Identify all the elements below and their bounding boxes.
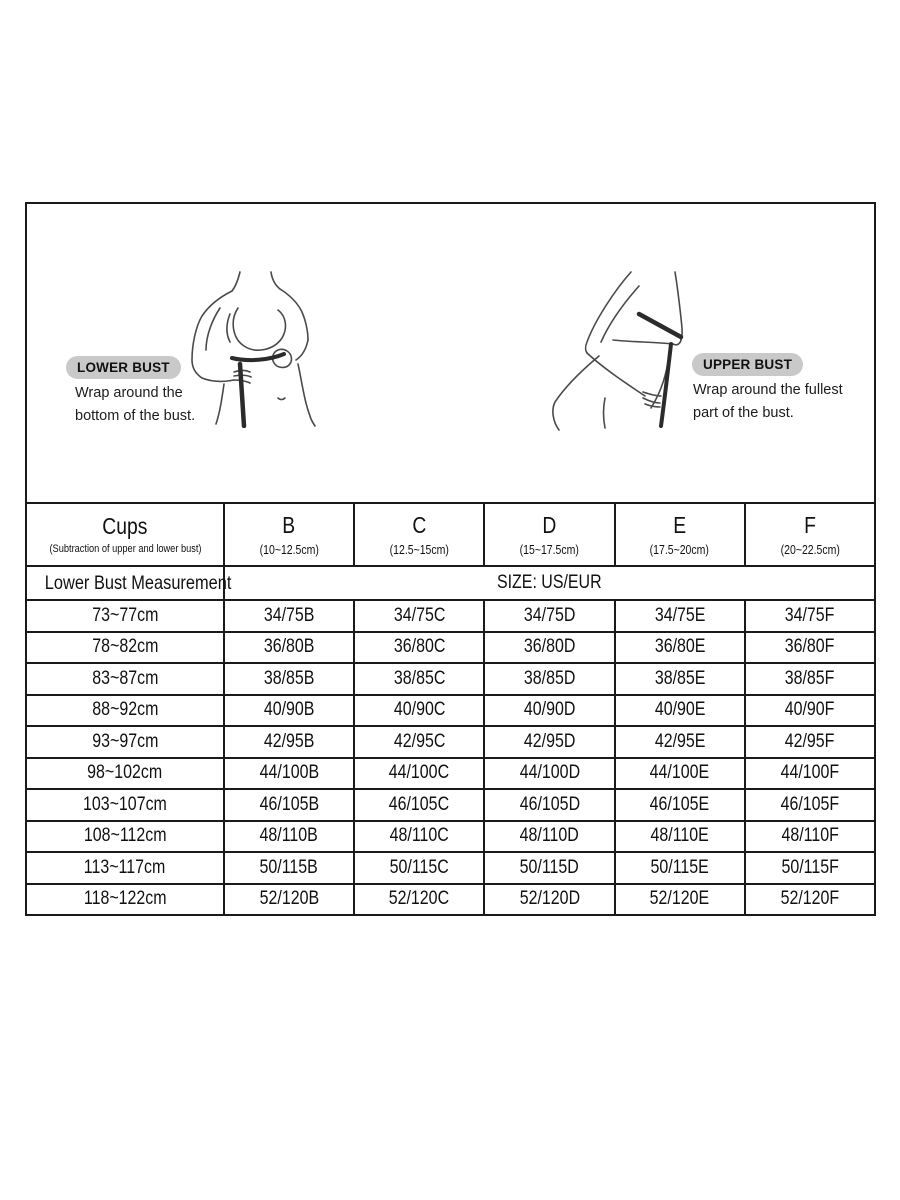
upper-bust-caption bbox=[693, 379, 843, 425]
size-cell bbox=[484, 726, 614, 758]
cell-text: 48/110E bbox=[650, 825, 709, 847]
table-row bbox=[26, 821, 875, 853]
size-cell bbox=[615, 632, 745, 664]
cup-column-header-c bbox=[354, 503, 484, 566]
table-header-row bbox=[26, 503, 875, 566]
size-cell bbox=[224, 600, 354, 632]
size-cell bbox=[745, 663, 875, 695]
cup-range: (17.5~20cm) bbox=[650, 542, 710, 557]
size-cell bbox=[615, 600, 745, 632]
size-cell bbox=[224, 852, 354, 884]
cup-range: (12.5~15cm) bbox=[389, 542, 449, 557]
size-cell bbox=[484, 695, 614, 727]
cup-range: (20~22.5cm) bbox=[780, 542, 840, 557]
size-cell bbox=[615, 789, 745, 821]
size-cell bbox=[484, 600, 614, 632]
size-cell bbox=[484, 663, 614, 695]
size-cell bbox=[224, 726, 354, 758]
size-cell bbox=[224, 789, 354, 821]
cell-text: 34/75F bbox=[785, 604, 835, 626]
upper-bust-caption-line2: part of the bust. bbox=[693, 405, 794, 421]
cell-text: 52/120D bbox=[519, 888, 580, 910]
size-cell bbox=[615, 821, 745, 853]
cell-text: 52/120B bbox=[259, 888, 319, 910]
cell-text: 34/75B bbox=[263, 604, 315, 626]
lower-bust-cell bbox=[26, 821, 224, 853]
cell-text: 118~122cm bbox=[83, 888, 167, 910]
cell-text: 38/85E bbox=[654, 667, 705, 689]
size-cell bbox=[745, 726, 875, 758]
cup-letter: F bbox=[803, 511, 816, 538]
cell-text: 36/80B bbox=[263, 636, 315, 658]
size-cell bbox=[224, 695, 354, 727]
size-chart-sheet bbox=[25, 202, 876, 916]
cell-text: 42/95B bbox=[263, 730, 315, 752]
cups-header-cell bbox=[26, 503, 224, 566]
cell-text: 38/85F bbox=[785, 667, 835, 689]
cell-text: 52/120E bbox=[649, 888, 710, 910]
upper-bust-figure-illustration bbox=[543, 270, 688, 435]
size-cell bbox=[484, 884, 614, 916]
cell-text: 98~102cm bbox=[87, 762, 163, 784]
table-row bbox=[26, 726, 875, 758]
cup-range: (15~17.5cm) bbox=[519, 542, 580, 557]
table-row bbox=[26, 600, 875, 632]
cup-column-header-b bbox=[224, 503, 354, 566]
cell-text: 40/90F bbox=[785, 699, 835, 721]
size-cell bbox=[745, 789, 875, 821]
size-cell bbox=[484, 852, 614, 884]
size-cell bbox=[615, 663, 745, 695]
size-cell bbox=[354, 726, 484, 758]
cell-text: 44/100B bbox=[259, 762, 319, 784]
cell-text: 50/115B bbox=[259, 856, 319, 878]
cell-text: 46/105B bbox=[259, 793, 319, 815]
table-row bbox=[26, 789, 875, 821]
cup-column-header-e bbox=[615, 503, 745, 566]
size-cell bbox=[484, 821, 614, 853]
table-row bbox=[26, 695, 875, 727]
cell-text: 48/110C bbox=[389, 825, 449, 847]
size-cell bbox=[745, 852, 875, 884]
cell-text: 38/85C bbox=[393, 667, 446, 689]
cell-text: 42/95E bbox=[654, 730, 705, 752]
size-cell bbox=[354, 632, 484, 664]
cell-text: 36/80C bbox=[393, 636, 446, 658]
size-cell bbox=[224, 821, 354, 853]
cell-text: 34/75E bbox=[654, 604, 705, 626]
cell-text: 40/90D bbox=[523, 699, 576, 721]
size-cell bbox=[484, 632, 614, 664]
measurement-guide bbox=[25, 202, 876, 502]
cell-text: 44/100E bbox=[649, 762, 710, 784]
lower-bust-measurement-label: Lower Bust Measurement bbox=[44, 571, 232, 594]
size-cell bbox=[354, 852, 484, 884]
size-cell bbox=[224, 663, 354, 695]
lower-bust-cell bbox=[26, 632, 224, 664]
lower-bust-cell bbox=[26, 600, 224, 632]
cell-text: 52/120F bbox=[780, 888, 840, 910]
lower-bust-caption-line2: bottom of the bust. bbox=[75, 408, 196, 424]
lower-bust-measurement-header-cell bbox=[26, 566, 232, 600]
cup-letter: C bbox=[412, 511, 427, 538]
table-row bbox=[26, 884, 875, 916]
lower-bust-cell bbox=[26, 852, 224, 884]
cell-text: 46/105F bbox=[780, 793, 840, 815]
size-cell bbox=[224, 884, 354, 916]
lower-bust-cell bbox=[26, 758, 224, 790]
size-cell bbox=[745, 884, 875, 916]
upper-bust-figure-icon bbox=[543, 270, 688, 435]
upper-bust-label: UPPER BUST bbox=[692, 353, 803, 376]
cell-text: 78~82cm bbox=[91, 636, 159, 658]
cell-text: 46/105C bbox=[389, 793, 450, 815]
size-cell bbox=[354, 758, 484, 790]
cell-text: 36/80E bbox=[654, 636, 705, 658]
size-cell bbox=[354, 789, 484, 821]
size-system-row bbox=[26, 566, 875, 600]
cell-text: 38/85D bbox=[523, 667, 576, 689]
cell-text: 40/90B bbox=[263, 699, 315, 721]
cup-range: (10~12.5cm) bbox=[259, 542, 319, 557]
cell-text: 50/115D bbox=[519, 856, 580, 878]
table-row bbox=[26, 663, 875, 695]
size-cell bbox=[615, 758, 745, 790]
size-cell bbox=[615, 695, 745, 727]
cell-text: 103~107cm bbox=[83, 793, 167, 815]
cell-text: 38/85B bbox=[263, 667, 315, 689]
lower-bust-label: LOWER BUST bbox=[66, 356, 181, 379]
cell-text: 42/95D bbox=[523, 730, 576, 752]
cell-text: 88~92cm bbox=[91, 699, 159, 721]
size-cell bbox=[484, 758, 614, 790]
cups-title: Cups bbox=[102, 512, 148, 539]
lower-bust-figure-illustration bbox=[186, 270, 316, 428]
cell-text: 52/120C bbox=[389, 888, 450, 910]
size-cell bbox=[354, 821, 484, 853]
size-cell bbox=[745, 758, 875, 790]
size-cell bbox=[354, 600, 484, 632]
cell-text: 50/115E bbox=[650, 856, 709, 878]
lower-bust-cell bbox=[26, 884, 224, 916]
size-cell bbox=[745, 632, 875, 664]
size-cell bbox=[745, 821, 875, 853]
cell-text: 34/75D bbox=[523, 604, 576, 626]
cell-text: 48/110F bbox=[781, 825, 839, 847]
cup-column-header-d bbox=[484, 503, 614, 566]
cell-text: 83~87cm bbox=[91, 667, 159, 689]
cup-letter: E bbox=[673, 511, 687, 538]
cell-text: 50/115F bbox=[781, 856, 839, 878]
cell-text: 36/80D bbox=[523, 636, 576, 658]
cup-letter: B bbox=[282, 511, 296, 538]
size-table bbox=[25, 502, 876, 916]
cell-text: 44/100D bbox=[519, 762, 580, 784]
cell-text: 34/75C bbox=[393, 604, 446, 626]
cell-text: 46/105D bbox=[519, 793, 580, 815]
cell-text: 108~112cm bbox=[83, 825, 167, 847]
size-cell bbox=[615, 852, 745, 884]
upper-bust-caption-line1: Wrap around the fullest bbox=[693, 382, 843, 398]
cell-text: 42/95F bbox=[785, 730, 835, 752]
size-cell bbox=[354, 663, 484, 695]
size-system-cell bbox=[224, 566, 875, 600]
size-cell bbox=[745, 600, 875, 632]
cup-letter: D bbox=[542, 511, 557, 538]
lower-bust-cell bbox=[26, 695, 224, 727]
lower-bust-caption-line1: Wrap around the bbox=[75, 385, 183, 401]
size-cell bbox=[224, 632, 354, 664]
size-cell bbox=[354, 695, 484, 727]
cell-text: 44/100C bbox=[389, 762, 450, 784]
size-cell bbox=[484, 789, 614, 821]
lower-bust-caption bbox=[75, 382, 195, 428]
lower-bust-cell bbox=[26, 789, 224, 821]
cell-text: 40/90E bbox=[654, 699, 705, 721]
size-system-label: SIZE: US/EUR bbox=[497, 572, 602, 593]
table-row bbox=[26, 632, 875, 664]
cell-text: 73~77cm bbox=[91, 604, 159, 626]
cell-text: 48/110B bbox=[259, 825, 319, 847]
cell-text: 36/80F bbox=[785, 636, 835, 658]
cell-text: 46/105E bbox=[649, 793, 710, 815]
size-cell bbox=[224, 758, 354, 790]
lower-bust-cell bbox=[26, 726, 224, 758]
lower-bust-cell bbox=[26, 663, 224, 695]
table-row bbox=[26, 852, 875, 884]
cell-text: 42/95C bbox=[393, 730, 446, 752]
table-body bbox=[26, 566, 875, 915]
size-cell bbox=[615, 726, 745, 758]
size-cell bbox=[615, 884, 745, 916]
table-row bbox=[26, 758, 875, 790]
cell-text: 40/90C bbox=[393, 699, 446, 721]
lower-bust-figure-icon bbox=[186, 270, 316, 428]
size-cell bbox=[354, 884, 484, 916]
cups-subtitle: (Subtraction of upper and lower bust) bbox=[48, 542, 202, 555]
cell-text: 48/110D bbox=[519, 825, 580, 847]
size-cell bbox=[745, 695, 875, 727]
cell-text: 50/115C bbox=[389, 856, 449, 878]
cell-text: 93~97cm bbox=[91, 730, 159, 752]
cell-text: 44/100F bbox=[780, 762, 840, 784]
cup-column-header-f bbox=[745, 503, 875, 566]
cell-text: 113~117cm bbox=[84, 856, 166, 878]
